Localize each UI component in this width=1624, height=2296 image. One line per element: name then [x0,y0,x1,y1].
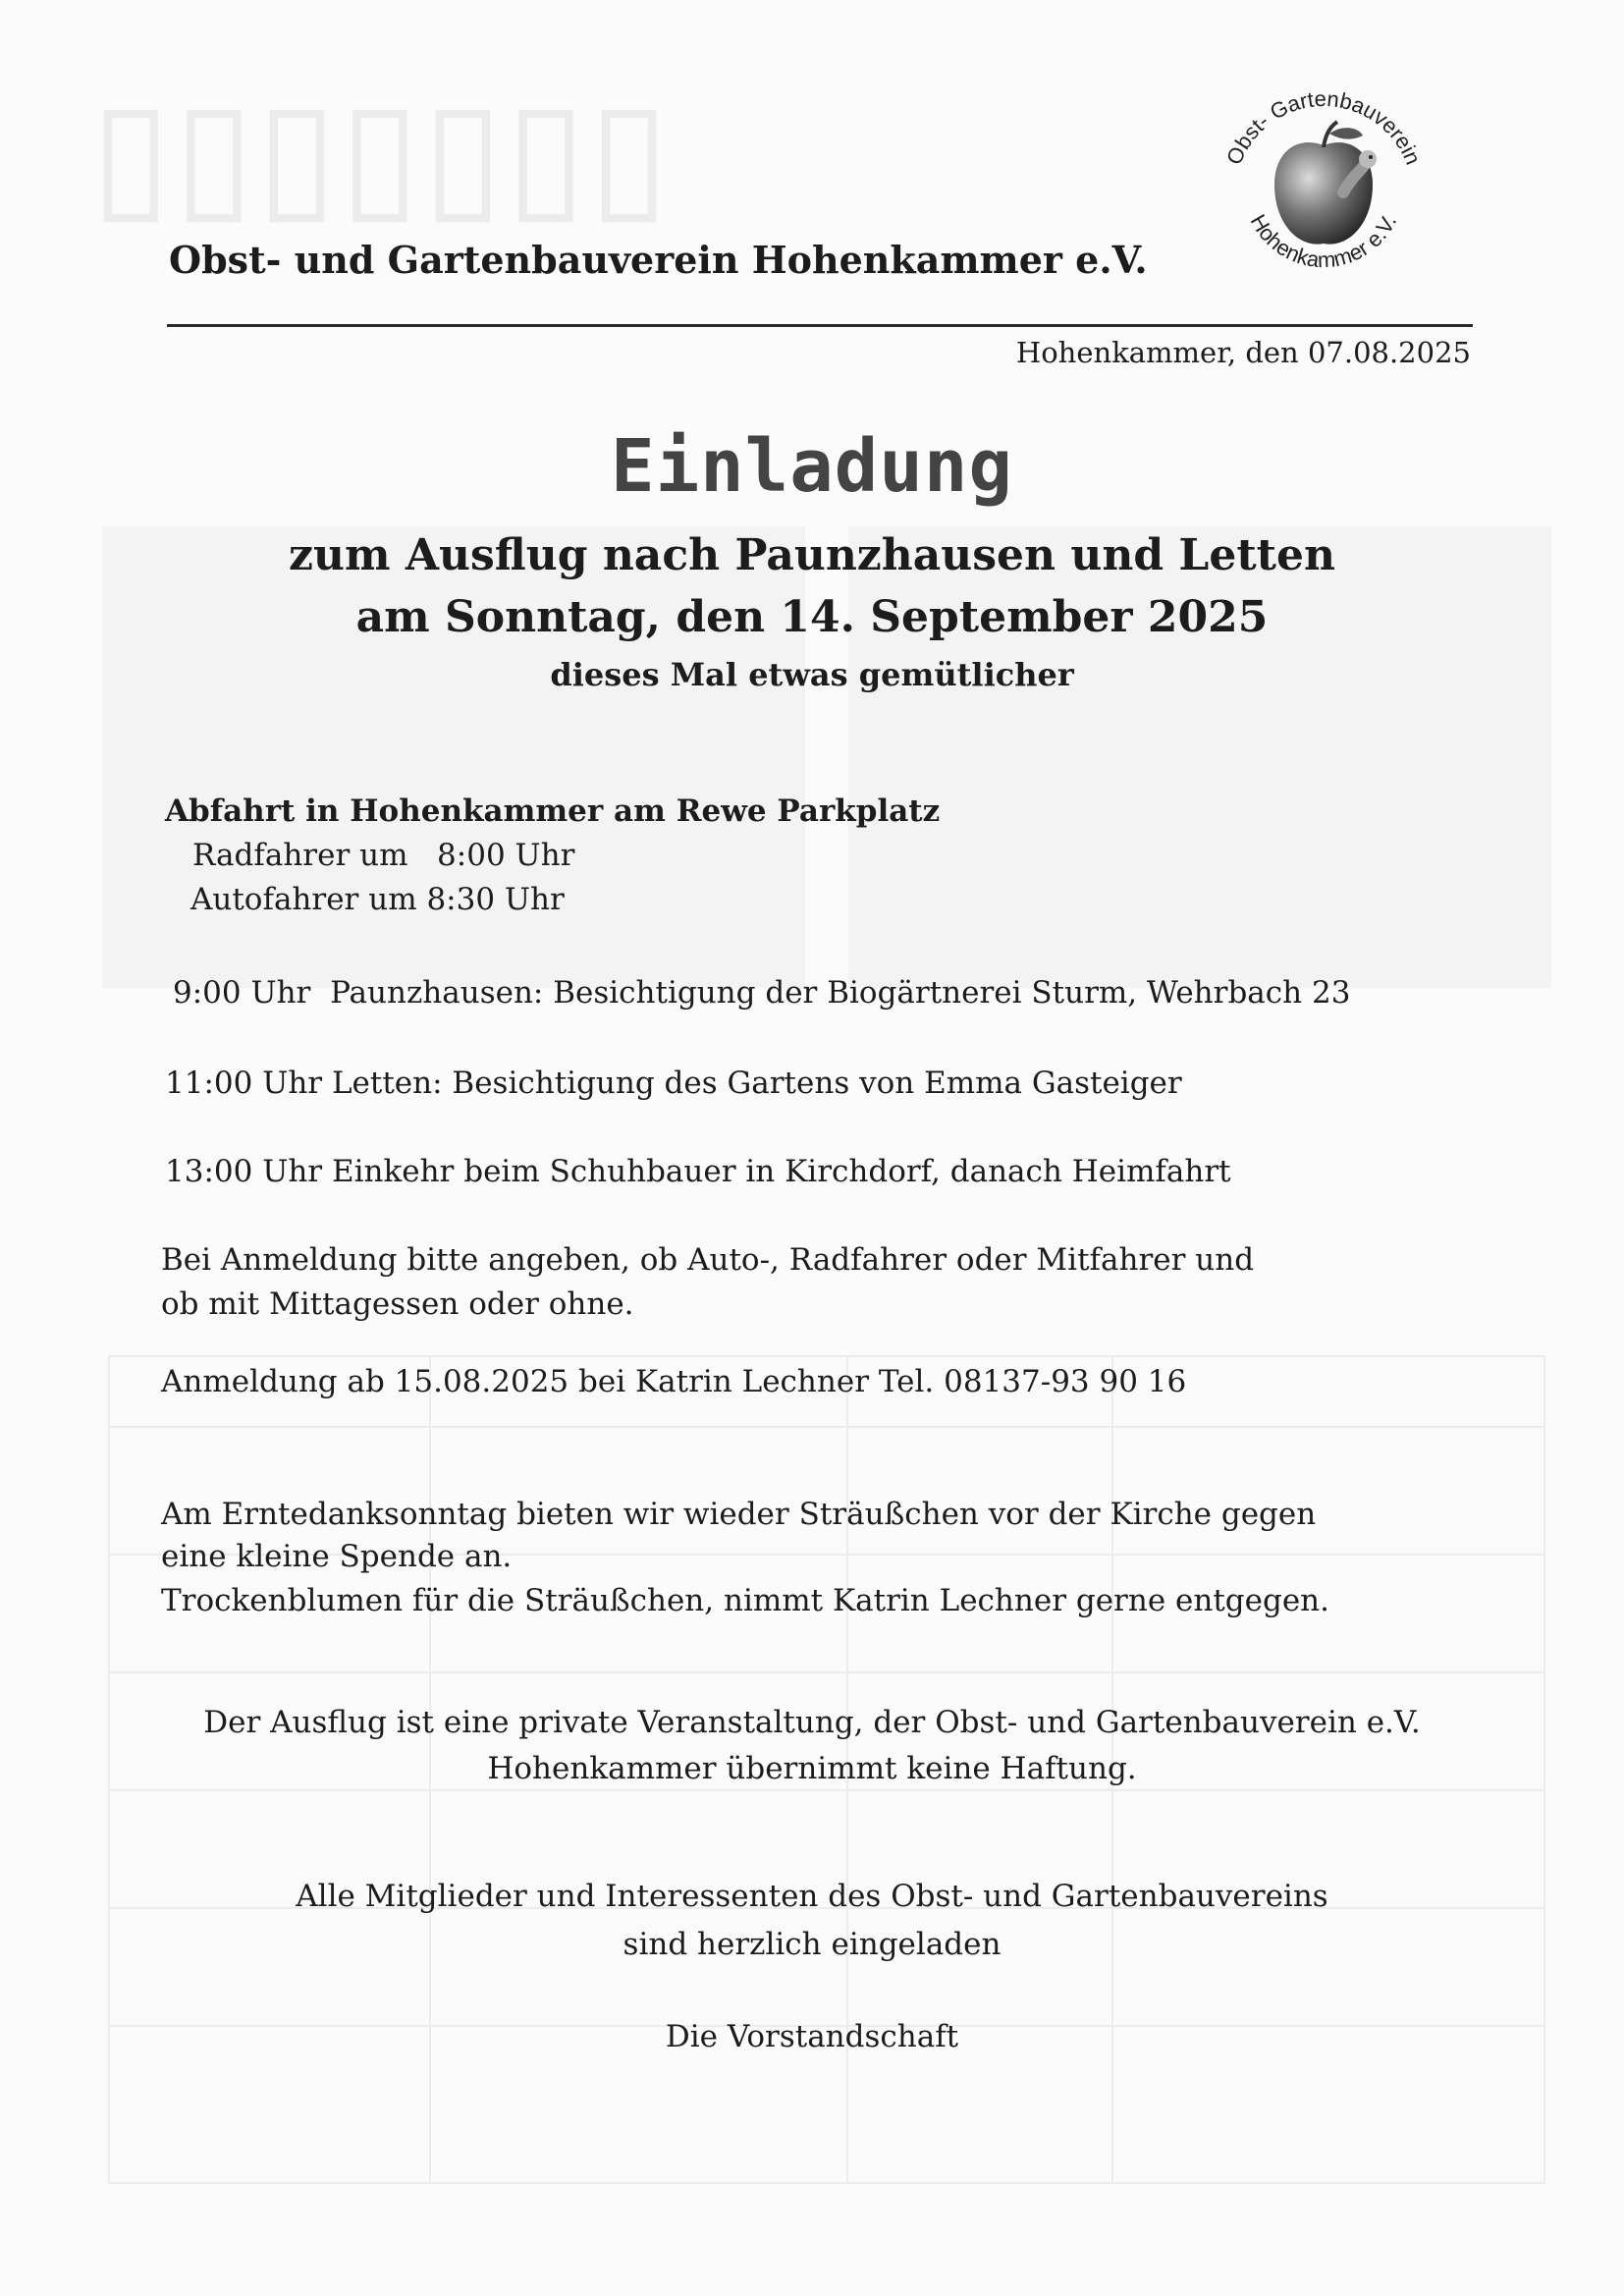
club-logo [1206,77,1441,312]
letter-date: Hohenkammer, den 07.08.2025 [1015,336,1471,369]
subtitle-date: am Sonntag, den 14. September 2025 [355,592,1269,642]
page-title: Einladung [611,424,1013,509]
harvest-line3: Trockenblumen für die Sträußchen, nimmt Katrin Lechner gerne entgegen. [161,1583,1330,1618]
schedule-item-lunch: 13:00 Uhr Einkehr beim Schuhbauer in Kirchdorf, danach Heimfahrt [165,1154,1231,1189]
show-through-decoration: ▯▯▯▯▯▯▯ [90,71,672,236]
registration-contact: Anmeldung ab 15.08.2025 bei Katrin Lechner Tel. 08137-93 90 16 [161,1364,1187,1399]
registration-note-line1: Bei Anmeldung bitte angeben, ob Auto-, Radfahrer oder Mitfahrer und [161,1242,1255,1278]
departure-drivers: Autofahrer um 8:30 Uhr [190,882,565,917]
schedule-item-paunzhausen: 9:00 Uhr Paunzhausen: Besichtigung der Biogärtnerei Sturm, Wehrbach 23 [173,975,1351,1011]
departure-cyclists: Radfahrer um 8:00 Uhr [192,838,575,873]
organization-name: Obst- und Gartenbauverein Hohenkammer e.V. [169,238,1148,282]
closing-invitation-line1: Alle Mitglieder und Interessenten des Obst- und Gartenbauvereins [296,1879,1328,1914]
signature: Die Vorstandschaft [665,2019,959,2054]
logo-text-bottom: Hohenkammer e.V. [1245,210,1402,273]
apple-icon [1274,122,1373,245]
header-divider [167,324,1473,327]
schedule-item-letten: 11:00 Uhr Letten: Besichtigung des Gartens von Emma Gasteiger [165,1066,1182,1101]
subtitle-note: dieses Mal etwas gemütlicher [550,656,1074,693]
departure-heading: Abfahrt in Hohenkammer am Rewe Parkplatz [165,793,941,829]
closing-invitation-line2: sind herzlich eingeladen [623,1927,1001,1962]
registration-note-line2: ob mit Mittagessen oder ohne. [161,1286,634,1322]
subtitle-trip: zum Ausflug nach Paunzhausen und Letten [289,530,1335,580]
harvest-line2: eine kleine Spende an. [161,1539,513,1574]
disclaimer-line2: Hohenkammer übernimmt keine Haftung. [487,1751,1137,1786]
logo-text-top: Obst- Gartenbauverein [1221,85,1426,169]
disclaimer-line1: Der Ausflug ist eine private Veranstaltung, der Obst- und Gartenbauverein e.V. [203,1705,1421,1740]
harvest-line1: Am Erntedanksonntag bieten wir wieder Sträußchen vor der Kirche gegen [161,1497,1317,1532]
